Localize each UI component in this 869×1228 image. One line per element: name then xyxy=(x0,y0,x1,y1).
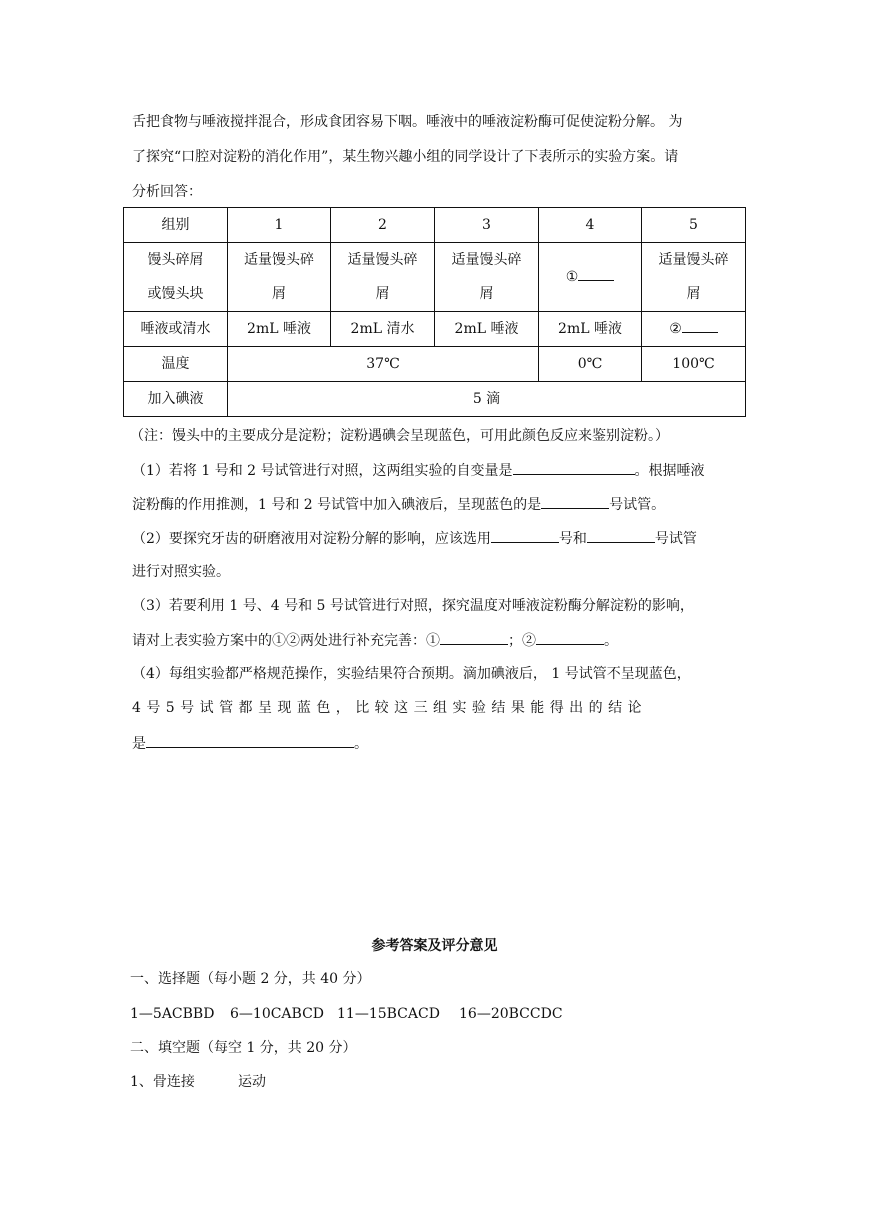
table-cell xyxy=(435,243,539,312)
question-text: ；② xyxy=(508,633,536,649)
question-text: 。 xyxy=(354,736,368,752)
question-text: （1）若将 1 号和 2 号试管进行对照，这两组实验的自变量是 xyxy=(132,463,513,479)
table-cell: 100℃ xyxy=(642,347,746,382)
answer-blank[interactable] xyxy=(578,266,614,281)
table-row-temperature xyxy=(124,347,746,382)
answers-fill-row-1 xyxy=(130,1072,742,1092)
table-note: （注：馒头中的主要成分是淀粉；淀粉遇碘会呈现蓝色，可用此颜色反应来鉴别淀粉。） xyxy=(130,428,669,444)
question-text: 请对上表实验方案中的①②两处进行补充完善：① xyxy=(132,633,440,649)
fill-answer: 1、骨连接 xyxy=(130,1074,195,1090)
table-cell: 2mL 唾液 xyxy=(539,312,642,347)
question-4-line-3 xyxy=(132,733,744,754)
answer-blank[interactable] xyxy=(536,630,604,645)
intro-line-1: 舌把食物与唾液搅拌混合，形成食团容易下咽。唾液中的唾液淀粉酶可促使淀粉分解。 为 xyxy=(132,114,683,130)
answers-heading: 参考答案及评分意见 xyxy=(371,938,498,954)
cell-line: 屑 xyxy=(375,286,390,302)
choice-answer: 6—10CABCD xyxy=(230,1006,325,1022)
table-cell: 组别 xyxy=(124,208,228,243)
answers-section-1: 一、选择题（每小题 2 分，共 40 分） xyxy=(130,971,371,987)
cell-line: 适量馒头碎 xyxy=(451,252,522,268)
cell-line: 适量馒头碎 xyxy=(658,252,729,268)
question-2-line-1 xyxy=(132,528,744,549)
question-3-line-2 xyxy=(132,630,744,651)
cell-line: 屑 xyxy=(479,286,494,302)
question-3-line-1: （3）若要利用 1 号、4 号和 5 号试管进行对照，探究温度对唾液淀粉酶分解淀粉的影响， xyxy=(132,598,694,614)
answer-blank[interactable] xyxy=(440,630,508,645)
question-1-line-1 xyxy=(132,460,744,481)
fill-answer: 运动 xyxy=(238,1074,266,1090)
question-text: 号试管。 xyxy=(609,497,666,513)
intro-line-2: 了探究“口腔对淀粉的消化作用”，某生物兴趣小组的同学设计了下表所示的实验方案。请 xyxy=(132,149,679,165)
table-cell: 2 xyxy=(331,208,435,243)
table-cell: 5 xyxy=(642,208,746,243)
table-cell: 加入碘液 xyxy=(124,382,228,417)
table-row-group xyxy=(124,208,746,243)
intro-line-3: 分析回答： xyxy=(132,184,202,200)
answers-choice-row xyxy=(130,1004,742,1024)
question-text: 号和 xyxy=(558,531,587,547)
cell-line: 适量馒头碎 xyxy=(244,252,314,268)
table-cell: 3 xyxy=(435,208,539,243)
table-cell: 唾液或清水 xyxy=(124,312,228,347)
answer-blank[interactable] xyxy=(491,528,559,543)
answer-blank[interactable] xyxy=(541,494,609,509)
experiment-table xyxy=(123,207,746,417)
question-text: 淀粉酶的作用推测，1 号和 2 号试管中加入碘液后，呈现蓝色的是 xyxy=(132,497,542,513)
question-4-line-2: 4 号 5 号 试 管 都 呈 现 蓝 色 ， 比 较 这 三 组 实 验 结 果 能 得 出 的 结 论 xyxy=(132,700,642,716)
cell-line: 适量馒头碎 xyxy=(347,252,418,268)
choice-answer: 1—5ACBBD xyxy=(130,1006,215,1022)
question-text: 是 xyxy=(132,736,146,752)
table-row-iodine xyxy=(124,382,746,417)
answer-blank[interactable] xyxy=(682,318,718,333)
table-row-material xyxy=(124,243,746,312)
cell-line: 或馒头块 xyxy=(147,286,204,302)
question-text: 。根据唾液 xyxy=(634,463,705,479)
table-cell: 4 xyxy=(539,208,642,243)
blank-marker: ① xyxy=(565,269,579,285)
question-2-line-2: 进行对照实验。 xyxy=(132,564,230,580)
question-text: （2）要探究牙齿的研磨液用对淀粉分解的影响，应该选用 xyxy=(132,531,491,547)
table-cell: 2mL 清水 xyxy=(331,312,435,347)
blank-marker: ② xyxy=(669,321,682,337)
table-cell-blank-1 xyxy=(539,243,642,312)
table-cell: 1 xyxy=(228,208,331,243)
table-cell: 温度 xyxy=(124,347,228,382)
table-cell: 5 滴 xyxy=(228,382,746,417)
question-text: 。 xyxy=(604,633,618,649)
table-cell xyxy=(642,243,746,312)
answer-blank[interactable] xyxy=(587,528,655,543)
answer-blank[interactable] xyxy=(513,460,635,475)
table-cell: 2mL 唾液 xyxy=(228,312,331,347)
table-cell xyxy=(331,243,435,312)
table-cell xyxy=(228,243,331,312)
choice-answer: 16—20BCCDC xyxy=(459,1006,563,1022)
cell-line: 馒头碎屑 xyxy=(147,252,204,268)
table-cell-blank-2 xyxy=(642,312,746,347)
answer-blank[interactable] xyxy=(146,733,354,748)
choice-answer: 11—15BCACD xyxy=(337,1006,440,1022)
table-cell: 37℃ xyxy=(228,347,539,382)
table-cell: 2mL 唾液 xyxy=(435,312,539,347)
question-text: 号试管 xyxy=(654,531,697,547)
table-cell xyxy=(124,243,228,312)
question-1-line-2 xyxy=(132,494,744,515)
table-row-liquid xyxy=(124,312,746,347)
cell-line: 屑 xyxy=(686,286,701,302)
cell-line: 屑 xyxy=(272,286,286,302)
table-cell: 0℃ xyxy=(539,347,642,382)
answers-section-2: 二、填空题（每空 1 分，共 20 分） xyxy=(130,1040,357,1056)
question-4-line-1: （4）每组实验都严格规范操作，实验结果符合预期。滴加碘液后， 1 号试管不呈现蓝色， xyxy=(132,666,691,682)
